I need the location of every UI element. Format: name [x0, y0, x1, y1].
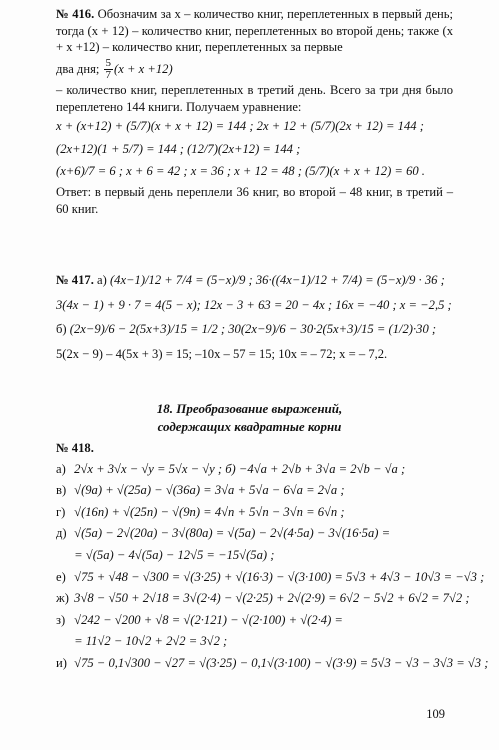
equation: √(16n) + √(25n) − √(9n) = 4√n + 5√n − 3√n = 6√n ; — [74, 504, 345, 519]
list-item — [56, 612, 499, 629]
problem-417 — [0, 272, 499, 362]
problem-number: № 416. — [56, 7, 95, 21]
item-label: в) — [56, 483, 67, 498]
item-label: ж) — [56, 591, 69, 606]
list-item — [56, 655, 499, 672]
equation: √75 − 0,1√300 − √27 = √(3·25) − 0,1√(3·100) − √(3·9) = 5√3 − √3 − 3√3 = √3 ; — [74, 656, 489, 671]
list-item — [56, 590, 499, 607]
problem-number: № 417. — [56, 273, 94, 287]
item-label: е) — [56, 569, 66, 584]
problem-text: Обозначим за x – количество книг, переплетенных в первый день; тогда (x + 12) – количество книг, переплетенных во второй день; также (x + x +12) – количество книг, переплетенных за первые — [56, 7, 454, 55]
equation: √75 + √48 − √300 = √(3·25) + √(16·3) − √(3·100) = 5√3 + 4√3 − 10√3 = −√3 ; — [74, 569, 485, 584]
item-label: д) — [56, 526, 67, 541]
equation: (4x−1)/12 + 7/4 = (5−x)/9 ; 36·((4x−1)/12 + 7/4) = (5−x)/9 · 36 ; — [109, 273, 445, 287]
equation-line — [0, 321, 499, 338]
item-label: г) — [56, 504, 66, 519]
answer-text: Ответ: в первый день переплели 36 книг, во второй – 48 книг, в третий – 60 книг. — [56, 184, 453, 216]
list-item — [56, 633, 499, 650]
item-label: б) — [56, 322, 67, 337]
section-title-line: содержащих квадратные корни — [157, 418, 342, 434]
item-label: з) — [56, 612, 66, 627]
equation: 3√8 − √50 + 2√18 = 3√(2·4) − √(2·25) + 2√(2·9) = 6√2 − 5√2 + 6√2 = 7√2 ; — [74, 591, 470, 606]
list-item — [56, 461, 499, 478]
item-label: и) — [56, 656, 67, 671]
equation-line: 3(4x − 1) + 9 · 7 = 4(5 − x); 12x − 3 + 63 = 20 − 4x ; 16x = −40 ; x = −2,5 ; — [56, 297, 452, 312]
section-heading — [0, 400, 499, 435]
equation: 2√x + 3√x − √y = 5√x − √y ; б) −4√a + 2√b + 3√a = 2√b − √a ; — [74, 461, 406, 476]
equation: √(9a) + √(25a) − √(36a) = 3√a + 5√a − 6√a = 2√a ; — [74, 483, 345, 498]
equation-line: x + (x+12) + (5/7)(x + x + 12) = 144 ; 2x + 12 + (5/7)(2x + 12) = 144 ; — [56, 119, 424, 134]
problem-418 — [0, 440, 499, 672]
page-number: 109 — [426, 707, 445, 721]
problem-text: – количество книг, переплетенных в третий день. Всего за три дня было переплетено 144 книги. Получаем уравнение: — [56, 82, 453, 114]
item-label: а) — [97, 273, 107, 287]
equation-line — [0, 272, 499, 289]
equation: (2x−9)/6 − 2(5x+3)/15 = 1/2 ; 30(2x−9)/6 − 30·2(5x+3)/15 = (1/2)·30 ; — [69, 322, 437, 337]
problem-416 — [0, 6, 499, 217]
equation-line: (2x+12)(1 + 5/7) = 144 ; (12/7)(2x+12) = 144 ; — [56, 141, 301, 156]
problem-418-items — [0, 461, 499, 672]
section-title-line: 18. Преобразование выражений, — [156, 401, 343, 416]
problem-416-line: два дня; $\frac{5}{7}$ (x + x +12) — [56, 57, 173, 82]
list-item — [56, 504, 499, 521]
item-label: а) — [56, 461, 66, 476]
list-item — [56, 482, 499, 499]
problem-text: два дня; — [56, 61, 100, 76]
equation: √(5a) − 2√(20a) − 3√(80a) = √(5a) − 2√(4·5a) − 3√(16·5a) = — [74, 526, 391, 541]
equation: √242 − √200 + √8 = √(2·121) − √(2·100) + √(2·4) = — [74, 612, 343, 627]
equation: = 11√2 − 10√2 + 2√2 = 3√2 ; — [74, 634, 228, 649]
problem-text-block — [0, 82, 499, 115]
fraction: $\frac{5}{7}$ — [105, 57, 112, 82]
list-item — [56, 525, 499, 542]
equation-line: (x+6)/7 = 6 ; x + 6 = 42 ; x = 36 ; x + 12 = 48 ; (5/7)(x + x + 12) = 60 . — [56, 164, 425, 179]
list-item — [56, 569, 499, 586]
problem-416-intro — [0, 6, 499, 56]
problem-number: № 418. — [56, 441, 94, 455]
list-item — [56, 547, 499, 564]
equation-line: 5(2x − 9) – 4(5x + 3) = 15; –10x – 57 = 15; 10x = – 72; x = – 7,2. — [56, 346, 388, 361]
equation: = √(5a) − 4√(5a) − 12√5 = −15√(5a) ; — [74, 548, 275, 563]
